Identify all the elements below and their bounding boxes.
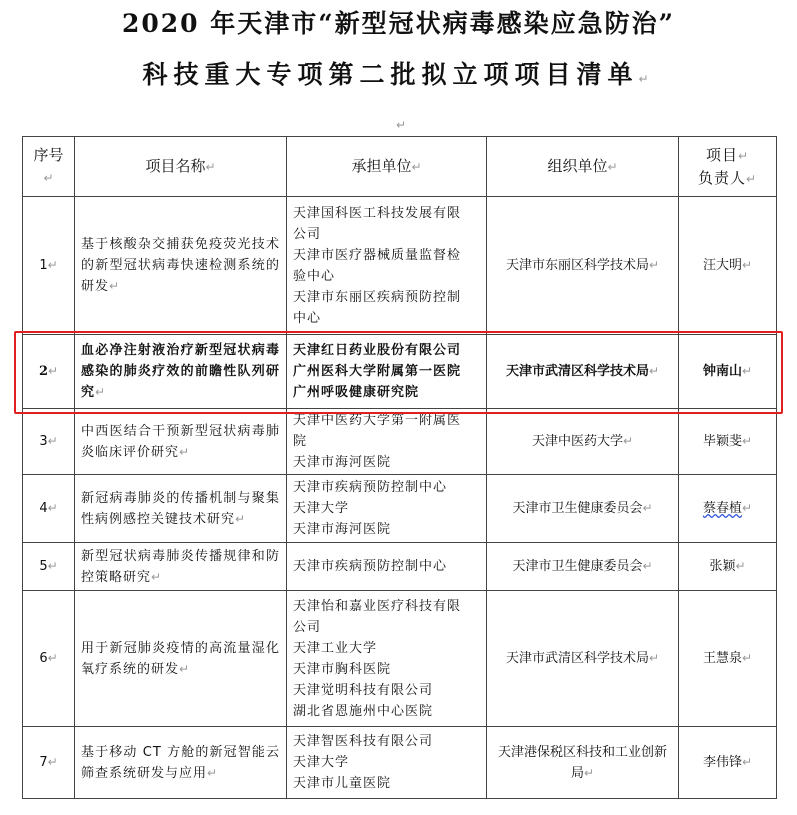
unit-line: 天津市医疗器械质量监督检 [293,247,462,263]
unit-line: 天津大学 [293,755,350,770]
cell-organizing-unit: 天津市卫生健康委员会↵ [487,543,679,591]
header-org: 组织单位↵ [487,137,679,197]
cell-project-name: 用于新冠肺炎疫情的高流量湿化氧疗系统的研发↵ [75,591,287,727]
cell-project-lead: 王慧泉↵ [679,591,777,727]
cell-project-name: 中西医结合干预新型冠状病毒肺炎临床评价研究↵ [75,409,287,475]
table-header-row [23,137,777,197]
unit-line: 天津智医科技有限公司 [293,734,434,749]
cell-no: 4↵ [23,475,75,543]
cell-project-name: 新冠病毒肺炎的传播机制与聚集性病例感控关键技术研究↵ [75,475,287,543]
unit-line: 天津红日药业股份有限公司 [293,343,462,358]
document-title-line-1: 2020 年天津市“新型冠状病毒感染应急防治” [121,9,676,38]
cell-organizing-unit: 天津市东丽区科学技术局↵ [487,197,679,335]
table-row [23,727,777,799]
cell-no: 6↵ [23,591,75,727]
paragraph-mark-icon: ↵ [638,72,655,86]
unit-line: 湖北省恩施州中心医院 [293,703,434,719]
unit-line: 天津觉明科技有限公司 [293,682,434,698]
cell-project-name: 血必净注射液治疗新型冠状病毒感染的肺炎疗效的前瞻性队列研究↵ [75,335,287,409]
unit-line: 天津国科医工科技发展有限 [293,205,462,221]
cell-no: 7↵ [23,727,75,799]
unit-line: 天津大学 [293,501,350,516]
cell-undertaking-units [287,335,487,409]
cell-project-lead: 张颖↵ [679,543,777,591]
project-list-table [22,136,777,799]
table-row [23,197,777,335]
unit-line: 公司 [293,619,322,635]
cell-project-name: 基于核酸杂交捕获免疫荧光技术的新型冠状病毒快速检测系统的研发↵ [75,197,287,335]
cell-project-lead: 李伟锋↵ [679,727,777,799]
table-row [23,335,777,409]
cell-organizing-unit: 天津市武清区科学技术局↵ [487,335,679,409]
header-lead: 项目↵ 负责人↵ [679,137,777,197]
document-title-line-2: 科技重大专项第二批拟立项项目清单↵ [142,60,655,89]
header-name: 项目名称↵ [75,137,287,197]
cell-no: 2↵ [23,335,75,409]
unit-line: 广州呼吸健康研究院 [293,385,420,400]
cell-undertaking-units [287,591,487,727]
cell-project-lead: 毕颖斐↵ [679,409,777,475]
cell-organizing-unit: 天津市卫生健康委员会↵ [487,475,679,543]
table-row [23,591,777,727]
cell-no: 1↵ [23,197,75,335]
cell-project-name: 基于移动 CT 方舱的新冠智能云筛查系统研发与应用↵ [75,727,287,799]
cell-project-lead: 汪大明↵ [679,197,777,335]
unit-line: 广州医科大学附属第一医院 [293,364,462,379]
cell-undertaking-units [287,727,487,799]
unit-line: 天津市东丽区疾病预防控制 [293,289,462,305]
unit-line: 天津市海河医院 [293,522,392,537]
unit-line: 天津市疾病预防控制中心 [293,480,448,495]
unit-line: 天津市儿童医院 [293,776,392,791]
unit-line: 验中心 [293,268,336,284]
unit-line: 天津中医药大学第一附属医 [293,413,462,428]
cell-organizing-unit: 天津市武清区科学技术局↵ [487,591,679,727]
cell-undertaking-units [287,475,487,543]
cell-undertaking-units [287,543,487,591]
header-no: 序号↵ [23,137,75,197]
table-row [23,543,777,591]
unit-line: 天津市胸科医院 [293,661,392,677]
unit-line: 天津市疾病预防控制中心 [293,559,448,574]
unit-line: 公司 [293,226,322,242]
header-unit: 承担单位↵ [287,137,487,197]
cell-project-lead: 钟南山↵ [679,335,777,409]
cell-undertaking-units [287,409,487,475]
cell-project-lead: 蔡春植↵ [679,475,777,543]
paragraph-mark-icon: ↵ [396,118,407,132]
cell-organizing-unit: 天津港保税区科技和工业创新局↵ [487,727,679,799]
table-row [23,409,777,475]
unit-line: 天津工业大学 [293,640,378,656]
cell-no: 3↵ [23,409,75,475]
cell-organizing-unit: 天津中医药大学↵ [487,409,679,475]
cell-undertaking-units [287,197,487,335]
unit-line: 中心 [293,310,322,326]
unit-line: 天津市海河医院 [293,455,392,470]
unit-line: 院 [293,434,308,449]
cell-no: 5↵ [23,543,75,591]
cell-project-name: 新型冠状病毒肺炎传播规律和防控策略研究↵ [75,543,287,591]
unit-line: 天津怡和嘉业医疗科技有限 [293,598,462,614]
table-row [23,475,777,543]
